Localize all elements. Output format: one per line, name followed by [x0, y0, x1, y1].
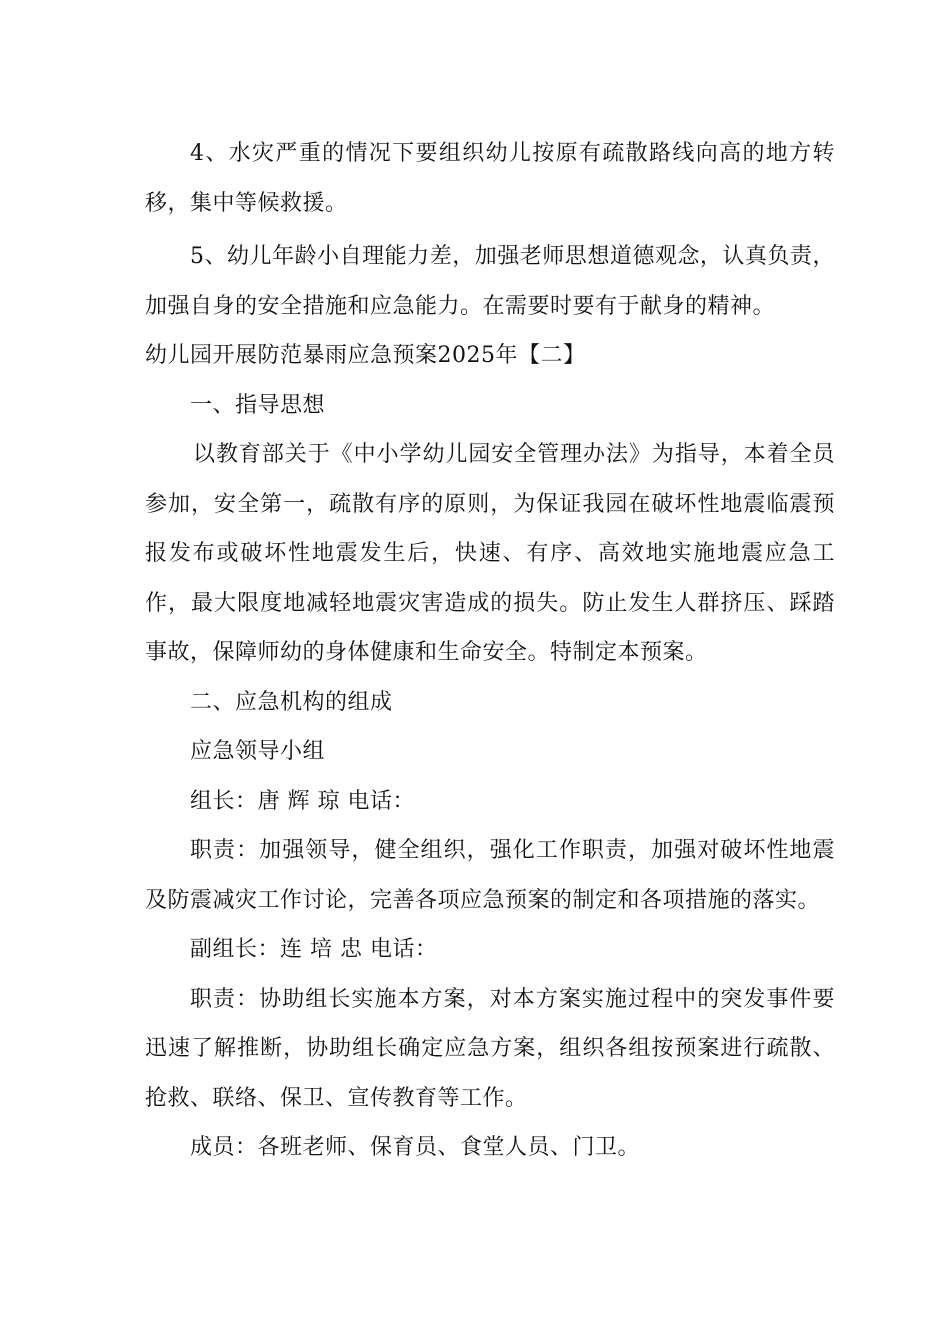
leader-line: 组长：唐 辉 琼 电话：	[190, 788, 415, 814]
deputy-leader-duties: 职责：协助组长实施本方案，对本方案实施过程中的突发事件要迅速了解推断，协助组长确定应急方案，组织各组按预案进行疏散、抢救、联络、保卫、宣传教育等工作。	[145, 986, 835, 1111]
heading-emergency-organization: 二、应急机构的组成	[190, 689, 393, 715]
members-line: 成员：各班老师、保育员、食堂人员、门卫。	[190, 1135, 641, 1160]
paragraph-item-4: 4、水灾严重的情况下要组织幼儿按原有疏散路线向高的地方转移，集中等候救援。	[145, 141, 835, 216]
paragraph-item-5: 5、幼儿年龄小自理能力差，加强老师思想道德观念，认真负责，加强自身的安全措施和应急能力。在需要时要有于献身的精神。	[145, 244, 835, 319]
paragraph-guiding-principle: 以教育部关于《中小学幼儿园安全管理办法》为指导，本着全员参加，安全第一，疏散有序的原则，为保证我园在破坏性地震临震预报发布或破坏性地震发生后，快速、有序、高效地实施地震应急工作，最大限度地减轻地震灾害造成的损失。防止发生人群挤压、踩踏事故，保障师幼的身体健康和生命安全。特制定本预案。	[145, 442, 835, 665]
heading-guiding-principle: 一、指导思想	[190, 392, 326, 418]
leader-duties: 职责：加强领导，健全组织，强化工作职责，加强对破坏性地震及防震减灾工作讨论，完善各项应急预案的制定和各项措施的落实。	[145, 838, 835, 913]
section-title: 幼儿园开展防范暴雨应急预案2025年【二】	[145, 343, 586, 368]
deputy-leader-line: 副组长：连 培 忠 电话：	[190, 937, 438, 962]
document-body	[145, 129, 835, 1173]
subheading-leadership-group: 应急领导小组	[190, 739, 326, 764]
